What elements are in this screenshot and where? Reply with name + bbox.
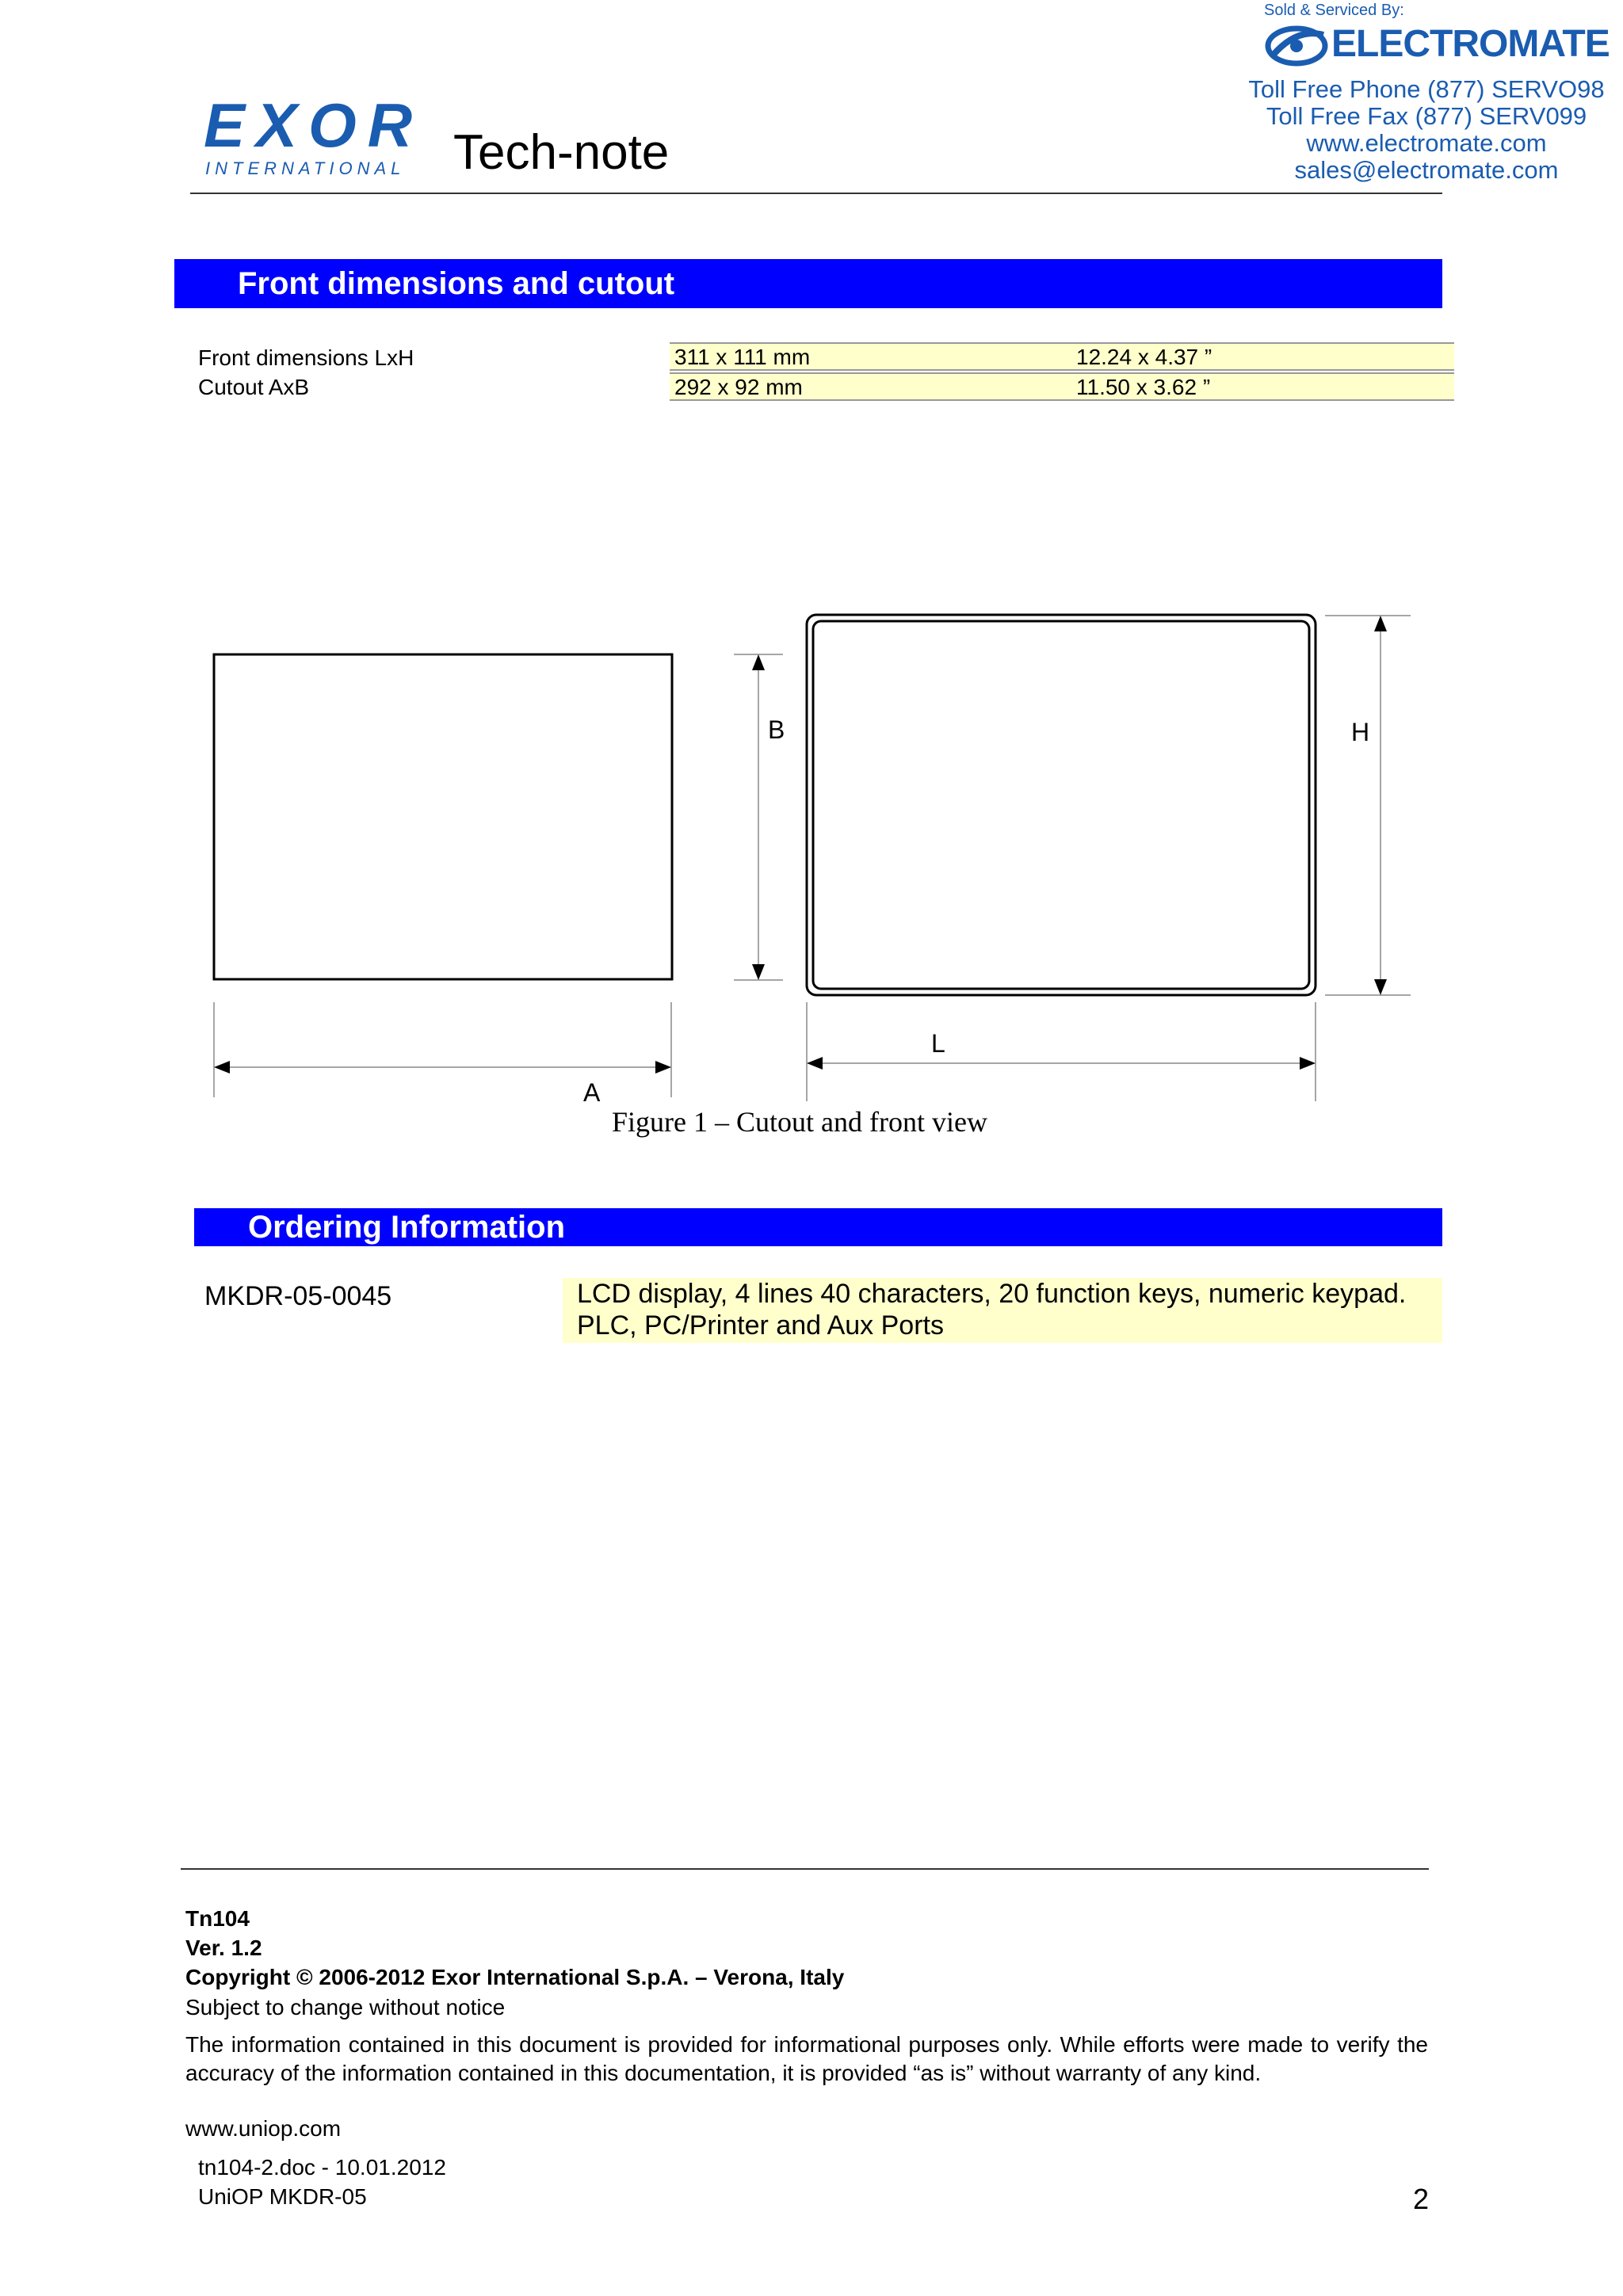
dim-row-label-front: Front dimensions LxH [198, 345, 414, 370]
exor-logo-text: EXOR [204, 99, 424, 160]
dim-front-inch: 12.24 x 4.37 ” [1076, 345, 1212, 369]
footer-disclaimer: The information contained in this document is provided for informational purposes only. While efforts were made to verify the accuracy of the information contained in this documentation, it is provided “as is” without warranty of any kind. [185, 2032, 1428, 2085]
footer-doc-id: Tn104 [185, 1906, 250, 1931]
dealer-phone: Toll Free Phone (877) SERVO98 [1248, 75, 1605, 103]
front-panel-inner [813, 621, 1309, 989]
dim-label-b: B [768, 715, 785, 744]
exor-logo-subtext: INTERNATIONAL [205, 158, 406, 178]
order-description [563, 1278, 1442, 1343]
page-title: Tech-note [453, 125, 670, 180]
section-heading-front-dimensions: Front dimensions and cutout [174, 259, 1442, 308]
dim-row-cutout [670, 372, 1454, 401]
footer-file: tn104-2.doc - 10.01.2012 [198, 2155, 446, 2180]
header-divider [190, 193, 1442, 194]
dim-row-front [670, 342, 1454, 371]
dealer-name: ELECTROMATE [1331, 23, 1610, 65]
cutout-rect [214, 654, 672, 979]
dim-label-h: H [1351, 718, 1370, 746]
dim-cutout-mm: 292 x 92 mm [674, 375, 803, 399]
footer-notice: Subject to change without notice [185, 1995, 506, 2019]
figure-caption: Figure 1 – Cutout and front view [612, 1106, 987, 1138]
dim-front-mm: 311 x 111 mm [674, 345, 811, 369]
front-panel-outer [807, 615, 1316, 995]
section-heading-ordering: Ordering Information [194, 1208, 1442, 1246]
order-desc-line-2: PLC, PC/Printer and Aux Ports [577, 1310, 944, 1341]
footer-product: UniOP MKDR-05 [198, 2184, 367, 2209]
footer-copyright: Copyright © 2006-2012 Exor International S.p.A. – Verona, Italy [185, 1965, 845, 1989]
dealer-sold-by: Sold & Serviced By: [1264, 2, 1404, 19]
dealer-fax: Toll Free Fax (877) SERV099 [1266, 102, 1587, 130]
cutout-front-diagram [190, 602, 1442, 1109]
electromate-swoosh-icon [1265, 24, 1328, 68]
dim-label-a: A [583, 1078, 601, 1107]
dealer-website[interactable]: www.electromate.com [1306, 129, 1547, 157]
dim-cutout-inch: 11.50 x 3.62 ” [1076, 375, 1211, 399]
dim-row-label-cutout: Cutout AxB [198, 375, 310, 399]
footer-website[interactable]: www.uniop.com [185, 2116, 342, 2141]
exor-logo [202, 99, 424, 180]
order-code: MKDR-05-0045 [204, 1281, 392, 1311]
dim-label-l: L [931, 1029, 945, 1058]
page-number: 2 [1413, 2183, 1430, 2215]
footer-version: Ver. 1.2 [185, 1936, 262, 1960]
footer-divider [181, 1868, 1429, 1870]
order-desc-line-1: LCD display, 4 lines 40 characters, 20 function keys, numeric keypad. [577, 1279, 1407, 1309]
dealer-email[interactable]: sales@electromate.com [1294, 156, 1559, 184]
